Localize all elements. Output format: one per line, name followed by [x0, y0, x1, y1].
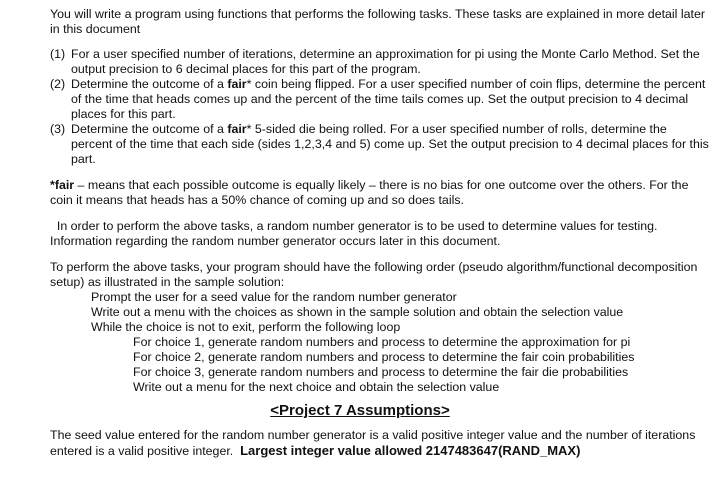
pseudo-step: While the choice is not to exit, perform the following loop [91, 320, 401, 334]
intro-paragraph: You will write a program using functions that performs the following tasks. These tasks are explained in more detail later in this document [50, 7, 705, 36]
task-text: For a user specified number of iterations, determine an approximation for pi using the Monte Carlo Method. Set the output precision to 6 decimal places for this part of the program. [71, 47, 700, 76]
task-item [50, 122, 710, 167]
task-list [50, 47, 710, 167]
order-paragraph: To perform the above tasks, your program should have the following order (pseudo algorithm/functional decomposition setup) as illustrated in the sample solution: [50, 260, 698, 289]
pseudo-loop-step: Write out a menu for the next choice and obtain the selection value [133, 380, 500, 394]
task-number: (2) [50, 77, 66, 91]
pseudo-algorithm [50, 290, 710, 395]
task-number: (1) [50, 47, 66, 61]
fair-keyword: fair [227, 122, 247, 136]
task-text: * 5-sided die being rolled. For a user specified number of rolls, determine the percent of the time that each side (sides 1,2,3,4 and 5) come up. Set the output precision to 4 decimal places for this part. [71, 122, 709, 166]
pseudo-step: Prompt the user for a seed value for the random number generator [91, 290, 457, 304]
task-item [50, 47, 710, 77]
assumptions-heading: <Project 7 Assumptions> [270, 402, 450, 419]
assumptions-paragraph [50, 428, 710, 459]
pseudo-step: Write out a menu with the choices as shown in the sample solution and obtain the selection value [91, 305, 624, 319]
fair-keyword: fair [227, 77, 247, 91]
fair-definition-term: *fair [50, 178, 75, 192]
task-number: (3) [50, 122, 66, 136]
pseudo-loop-step: For choice 3, generate random numbers and process to determine the fair die probabilities [133, 365, 629, 379]
fair-definition-text: – means that each possible outcome is equally likely – there is no bias for one outcome over the others. For the coin it means that heads has a 50% chance of coming up and so does tails. [50, 178, 689, 207]
assumptions-limit: Largest integer value allowed 2147483647(RAND_MAX) [240, 443, 581, 458]
task-item [50, 77, 710, 122]
task-text: Determine the outcome of a [71, 122, 228, 136]
task-text: * coin being flipped. For a user specified number of coin flips, determine the percent of the time that heads comes up and the percent of the time tails comes up. Set the output precision to 4 decimal places for this part. [71, 77, 706, 121]
assumptions-text: The seed value entered for the random number generator is a valid positive integer value and the number of iterations entered is a valid positive integer. [50, 428, 699, 458]
pseudo-loop-step: For choice 2, generate random numbers and process to determine the fair coin probabilities [133, 350, 635, 364]
pseudo-loop-step: For choice 1, generate random numbers and process to determine the approximation for pi [133, 335, 631, 349]
task-text: Determine the outcome of a [71, 77, 228, 91]
rng-paragraph: In order to perform the above tasks, a random number generator is to be used to determine values for testing. Information regarding the random number generator occurs later in this document. [50, 219, 661, 248]
fair-definition [50, 178, 710, 208]
